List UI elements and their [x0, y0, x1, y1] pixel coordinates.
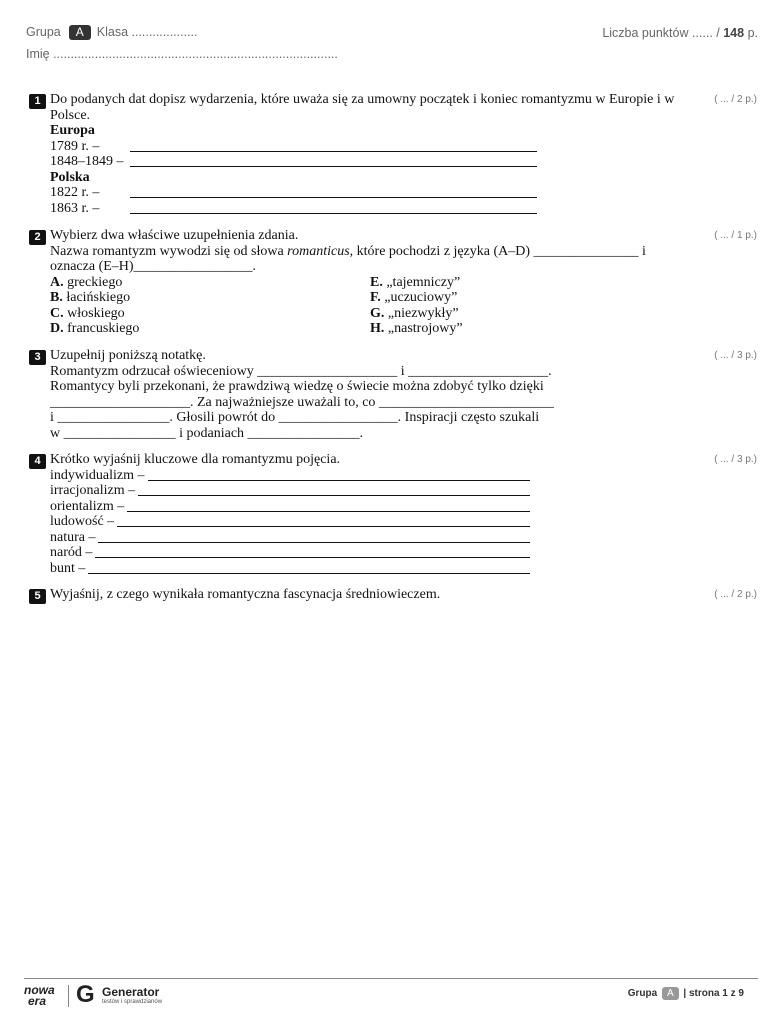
option-d[interactable]	[50, 321, 370, 337]
option-e[interactable]	[370, 275, 690, 291]
option-text: „nastrojowy”	[387, 321, 463, 336]
task-number: 5	[29, 589, 46, 604]
generator-title: Generator	[102, 985, 160, 999]
task-2	[29, 228, 757, 337]
task-number: 3	[29, 350, 46, 365]
option-f[interactable]	[370, 290, 690, 306]
row-label: 1863 r. –	[50, 200, 100, 216]
sentence-latin-word: romanticus	[287, 243, 350, 259]
term-label: natura –	[50, 529, 96, 545]
class-field: Klasa ...................	[96, 25, 198, 39]
option-text: „niezwykły”	[387, 305, 459, 321]
option-key: D.	[50, 321, 64, 336]
option-c[interactable]	[50, 306, 370, 322]
answer-blank[interactable]	[127, 499, 530, 512]
task-3	[29, 348, 757, 441]
group-label: Grupa	[26, 25, 61, 39]
answer-blank[interactable]	[130, 139, 537, 152]
option-text: „uczuciowy”	[384, 290, 458, 305]
group-class-field	[26, 25, 198, 40]
options-right	[370, 275, 690, 337]
group-label: Grupa	[627, 988, 658, 999]
answer-blank[interactable]	[117, 514, 530, 527]
answer-blank[interactable]	[130, 154, 537, 167]
task-number: 1	[29, 94, 46, 109]
task-question: Do podanych dat dopisz wydarzenia, które uważa się za umowny początek i koniec romantyzmu w Europie i w Polsce.	[50, 92, 675, 123]
task-5	[29, 587, 757, 603]
note-line: Romantyzm odrzucał oświeceniowy ____________________ i ____________________.	[50, 363, 552, 379]
term-label: irracjonalizm –	[50, 483, 136, 498]
option-text: łacińskiego	[66, 290, 131, 305]
note-line: w ________________ i podaniach ________________.	[50, 425, 364, 441]
points-field	[602, 26, 758, 40]
term-row	[50, 514, 530, 530]
task-score: ( ... / 2 p.)	[714, 589, 757, 600]
task-score: ( ... / 3 p.)	[714, 350, 757, 361]
answer-blank[interactable]	[98, 530, 530, 543]
generator-g-icon: G	[76, 981, 95, 1008]
answer-row	[50, 185, 690, 201]
task-number: 4	[29, 454, 46, 469]
answer-row	[50, 201, 690, 217]
points-label: Liczba punktów ...... /	[602, 25, 720, 40]
term-row	[50, 561, 530, 577]
name-field: Imię ..................................................................................	[26, 47, 338, 61]
page-number: | strona 1 z 9	[683, 988, 744, 999]
answer-row	[50, 154, 690, 170]
task-4	[29, 452, 757, 576]
option-key: A.	[50, 274, 64, 290]
points-unit: p.	[747, 25, 758, 40]
option-key: B.	[50, 290, 63, 305]
page-info	[628, 987, 744, 1000]
note-line: Romantycy byli przekonani, że prawdziwą wiedzę o świecie można zdobyć tylko dzięki	[50, 379, 544, 394]
task-score: ( ... / 3 p.)	[714, 454, 757, 465]
term-label: ludowość –	[50, 514, 115, 529]
task-question: Wyjaśnij, z czego wynikała romantyczna fascynacja średniowieczem.	[50, 587, 441, 602]
option-text: włoskiego	[67, 305, 125, 321]
term-row	[50, 468, 530, 484]
option-key: G.	[370, 305, 385, 321]
answer-blank[interactable]	[148, 468, 531, 481]
answer-blank[interactable]	[88, 561, 530, 574]
term-row	[50, 545, 530, 561]
worksheet-header	[26, 24, 758, 61]
section-heading-poland: Polska	[50, 169, 90, 185]
logo-text: era	[28, 994, 47, 1008]
answer-blank[interactable]	[130, 201, 537, 214]
term-row	[50, 530, 530, 546]
row-label: 1848–1849 –	[50, 154, 124, 169]
option-key: E.	[370, 274, 383, 290]
option-key: H.	[370, 321, 385, 336]
options-grid	[50, 275, 690, 337]
logo-text: nowa	[24, 983, 55, 997]
answer-row	[50, 139, 690, 155]
answer-blank[interactable]	[95, 545, 530, 558]
section-heading-europe: Europa	[50, 123, 95, 138]
task-sentence	[50, 244, 690, 275]
term-label: orientalizm –	[50, 498, 125, 514]
option-key: F.	[370, 290, 381, 305]
task-1	[29, 92, 757, 216]
term-row	[50, 499, 530, 515]
task-question: Wybierz dwa właściwe uzupełnienia zdania.	[50, 228, 299, 243]
group-badge: A	[69, 25, 91, 40]
note-line: i ________________. Głosili powrót do _________________. Inspiracji często szukali	[50, 410, 540, 425]
note-line: ____________________. Za najważniejsze uważali to, co _________________________	[50, 394, 554, 410]
points-total: 148	[723, 25, 745, 40]
task-question: Krótko wyjaśnij kluczowe dla romantyzmu pojęcia.	[50, 452, 341, 467]
row-label: 1789 r. –	[50, 138, 100, 154]
row-label: 1822 r. –	[50, 185, 100, 200]
task-number: 2	[29, 230, 46, 245]
task-score: ( ... / 1 p.)	[714, 230, 757, 241]
page-footer	[24, 978, 758, 1019]
task-score: ( ... / 2 p.)	[714, 94, 757, 105]
footer-divider	[68, 985, 69, 1007]
term-label: naród –	[50, 545, 93, 560]
answer-blank[interactable]	[138, 483, 530, 496]
sentence-part: , które pochodzi z języka (A–D) _______________ i oznacza (E–H)_________________.	[50, 243, 646, 274]
option-a[interactable]	[50, 275, 370, 291]
term-label: indywidualizm –	[50, 467, 145, 483]
option-h[interactable]	[370, 321, 690, 337]
option-b[interactable]	[50, 290, 370, 306]
option-text: francuskiego	[67, 321, 140, 336]
sentence-part: Nazwa romantyzm wywodzi się od słowa	[50, 243, 288, 259]
option-text: „tajemniczy”	[386, 274, 461, 290]
nowa-era-logo	[24, 985, 55, 1007]
group-badge: A	[662, 987, 679, 1000]
term-row	[50, 483, 530, 499]
options-left	[50, 275, 370, 337]
option-text: greckiego	[67, 274, 123, 290]
answer-blank[interactable]	[130, 185, 537, 198]
term-label: bunt –	[50, 560, 86, 576]
option-g[interactable]	[370, 306, 690, 322]
task-question: Uzupełnij poniższą notatkę.	[50, 348, 206, 363]
option-key: C.	[50, 305, 64, 321]
generator-subtitle: testów i sprawdzianów	[102, 999, 163, 1005]
